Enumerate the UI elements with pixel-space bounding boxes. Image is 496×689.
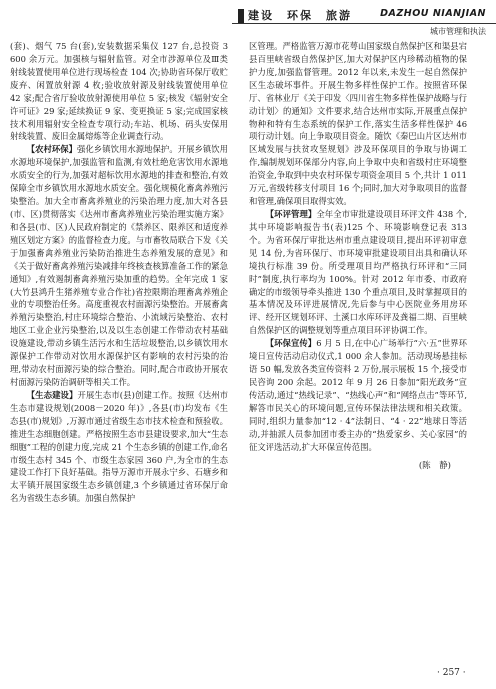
header-bar [232, 6, 496, 24]
right-column [249, 40, 467, 472]
paragraph-text: 开展生态市(县)创建工作。按照《达州市生态市建设规划(2008－2020 年)》,各县(市)均发布《生态县(市)规划》,万源市通过省级生态市技术检查和预验收。推进生态细胞创建。严格按照生态市县建设要求,加大“生态细胞”工程的创建力度,完成 21 个生态乡镇的创建工作,命名市级生态村 345 个、市级生态家园 360 户,为全市的生态建设工作打下良好基础。指导万源市开展永宁乡、石塘乡和太平镇开展国家级生态乡镇创建,3 个乡镇通过省环保厅命名为省级生态乡镇。加强自然保护 [10, 389, 229, 504]
paragraph-rural-env [10, 143, 228, 389]
author-credit: (陈 静) [418, 460, 451, 471]
paragraph-env-publicity [249, 337, 467, 453]
section-tag: 【农村环保】 [26, 144, 78, 155]
paragraph-continued: 区管理。严格监管万源市花萼山国家级自然保护区和渠县宕县百里峡省级自然保护区,加大对保护区内珍稀动植物的保护力度,加强监督管理。2012 年以来,未发生一起自然保护区生态破坏事件。开展生物多样性保护工作。按照省环保厅、省林业厅《关于印发〈四川省生物多样性保护战略与行动计划〉的通知》文件要求,结合达州市实际,开展重点保护物种和特有生态系统的保护工作,落实生活多样性保护 46 项行动计划。向上争取项目资金。随饮《秦巴山片区达州市区域发展与扶贫攻坚规划》涉及环保项目的争取与协调工作,编制规划环保部分内容,向上争取中央和省级村庄环境整治资金,争取到中央农村环保专项资金项目 5 个,共计 1 011 万元,省级转移支付项目 16 个;同时,加大对争取项目的监督和管理,确保项目取得实效。 [249, 41, 467, 207]
section-tag: 【环保宣传】 [265, 338, 317, 349]
paragraph-text: 全年全市审批建设项目环评文件 438 个,其中环境影响报告书(表)125 个、环境影响登记表 313 个。为省环保厅审批达州市重点建设项目,提出环评初审意见 14 份,为省环保厅、市环境审批建设项目出具和确认环境执行标准 39 份。所受理项目均严格执行环评和“三同时”制度,执行率均为 100%。针对 2012 年市委、市政府确定的市级领导牵头推进 130 个重点项目,及时掌握项目的基本情况及环评进展情况,先后参与中心医院业务用房环评、经开区规划环评、土溪口水库环评及龚福二期、百里峡自然保护区的调整规划等重点项目环评协调工作。 [249, 208, 467, 336]
running-header [232, 6, 496, 38]
section-tag: 【环评管理】 [265, 208, 317, 219]
section-tag: 【生态建设】 [26, 389, 78, 400]
page-number: · 257 · [437, 668, 466, 678]
left-column [10, 40, 228, 505]
chapter-subtitle: 城市管理和执法 [430, 27, 486, 36]
section-label: 建设 环保 旅游 [248, 9, 352, 22]
section-marker-icon [238, 9, 244, 23]
yearbook-brand: DAZHOU NIANJIAN [380, 8, 486, 19]
section-title [238, 7, 352, 23]
paragraph-continued: (套)、烟气 75 台(套),安装数据采集仪 127 台,总投资 3 600 余万元。加强核与辐射监管。对全市涉源单位及Ⅲ类射线装置使用单位进行现场检查 104 次;协助省环保厅收贮废弃、闲置放射源 4 枚;验收放射源及射线装置使用单位 42 家;配合省厅验收放射源使用单位 5 家;核发《辐射安全许可证》29 家;延续换证 9 家、变更换证 5 家;完成国家核技术利用辐射安全检查专项行动;车站、机场、码头安保用射线装置、废旧金属熔炼等企业调查行动。 [10, 41, 228, 142]
paragraph-eia-management [249, 208, 467, 337]
paragraph-eco-construction [10, 389, 228, 505]
paragraph-text: 6 月 5 日,在中心广场举行“六·五”世界环境日宣传活动启动仪式,1 000 余人参加。活动现场悬挂标语 50 幅,发放各类宣传资料 2 万份,展示展板 15 个,接受市民咨询 200 余起。2012 年 9 月 26 日参加“阳光政务”宣传活动,通过“热线记录”、“热线心声”和“网络点击”等环节,解答市民关心的环境问题,宣传环保法律法规和相关政策。同时,组织力量参加“12 · 4”法制日、“4 · 22”地球日等活动,并抽派人员参加团市委主办的“热爱家乡、关心家园”的征文评选活动,扩大环保宣传范围。 [249, 338, 467, 452]
paragraph-text: 强化乡镇饮用水源地保护。开展乡镇饮用水源地环境保护,加强监管和监测,有效杜绝危害饮用水源地水质安全的行为,加强对超标饮用水源地的排查和整治,有效保障全市乡镇饮用水源地水质安全。强化规模化畜禽养殖污染整治。加大全市畜禽养殖业的污染治理力度,加大对各县(市、区)贯彻落实《达州市畜禽养殖业污染治理实施方案》和各县(市、区)人民政府制定的《禁养区、限养区和适度养殖区划定方案》的监督检查力度。与市畜牧局联合下发《关于加强畜禽养殖业污染防治推进生态养殖发展的意见》和《关于做好畜禽养殖污染减排年终核查核算准备工作的紧急通知》,有效遏制畜禽养殖污染加重的趋势。全年完成 1 家(大竹县鸿升生猪养殖专业合作社)省控限期治理畜禽养殖企业的专项整治任务。高度重视农村面源污染整治。开展畜禽养殖污染整治,村庄环境综合整治、小流域污染整治、农村地区工业企业污染整治,以及以生态创建工作带动农村基础设施建设,带动乡镇生活污水和生活垃圾整治,以乡镇饮用水源保护工作带动对饮用水源保护区有影响的农村污染的治理,带动农村面源污染的综合整治。同时,配合市政协开展农村面源污染防治调研等相关工作。 [10, 144, 229, 387]
